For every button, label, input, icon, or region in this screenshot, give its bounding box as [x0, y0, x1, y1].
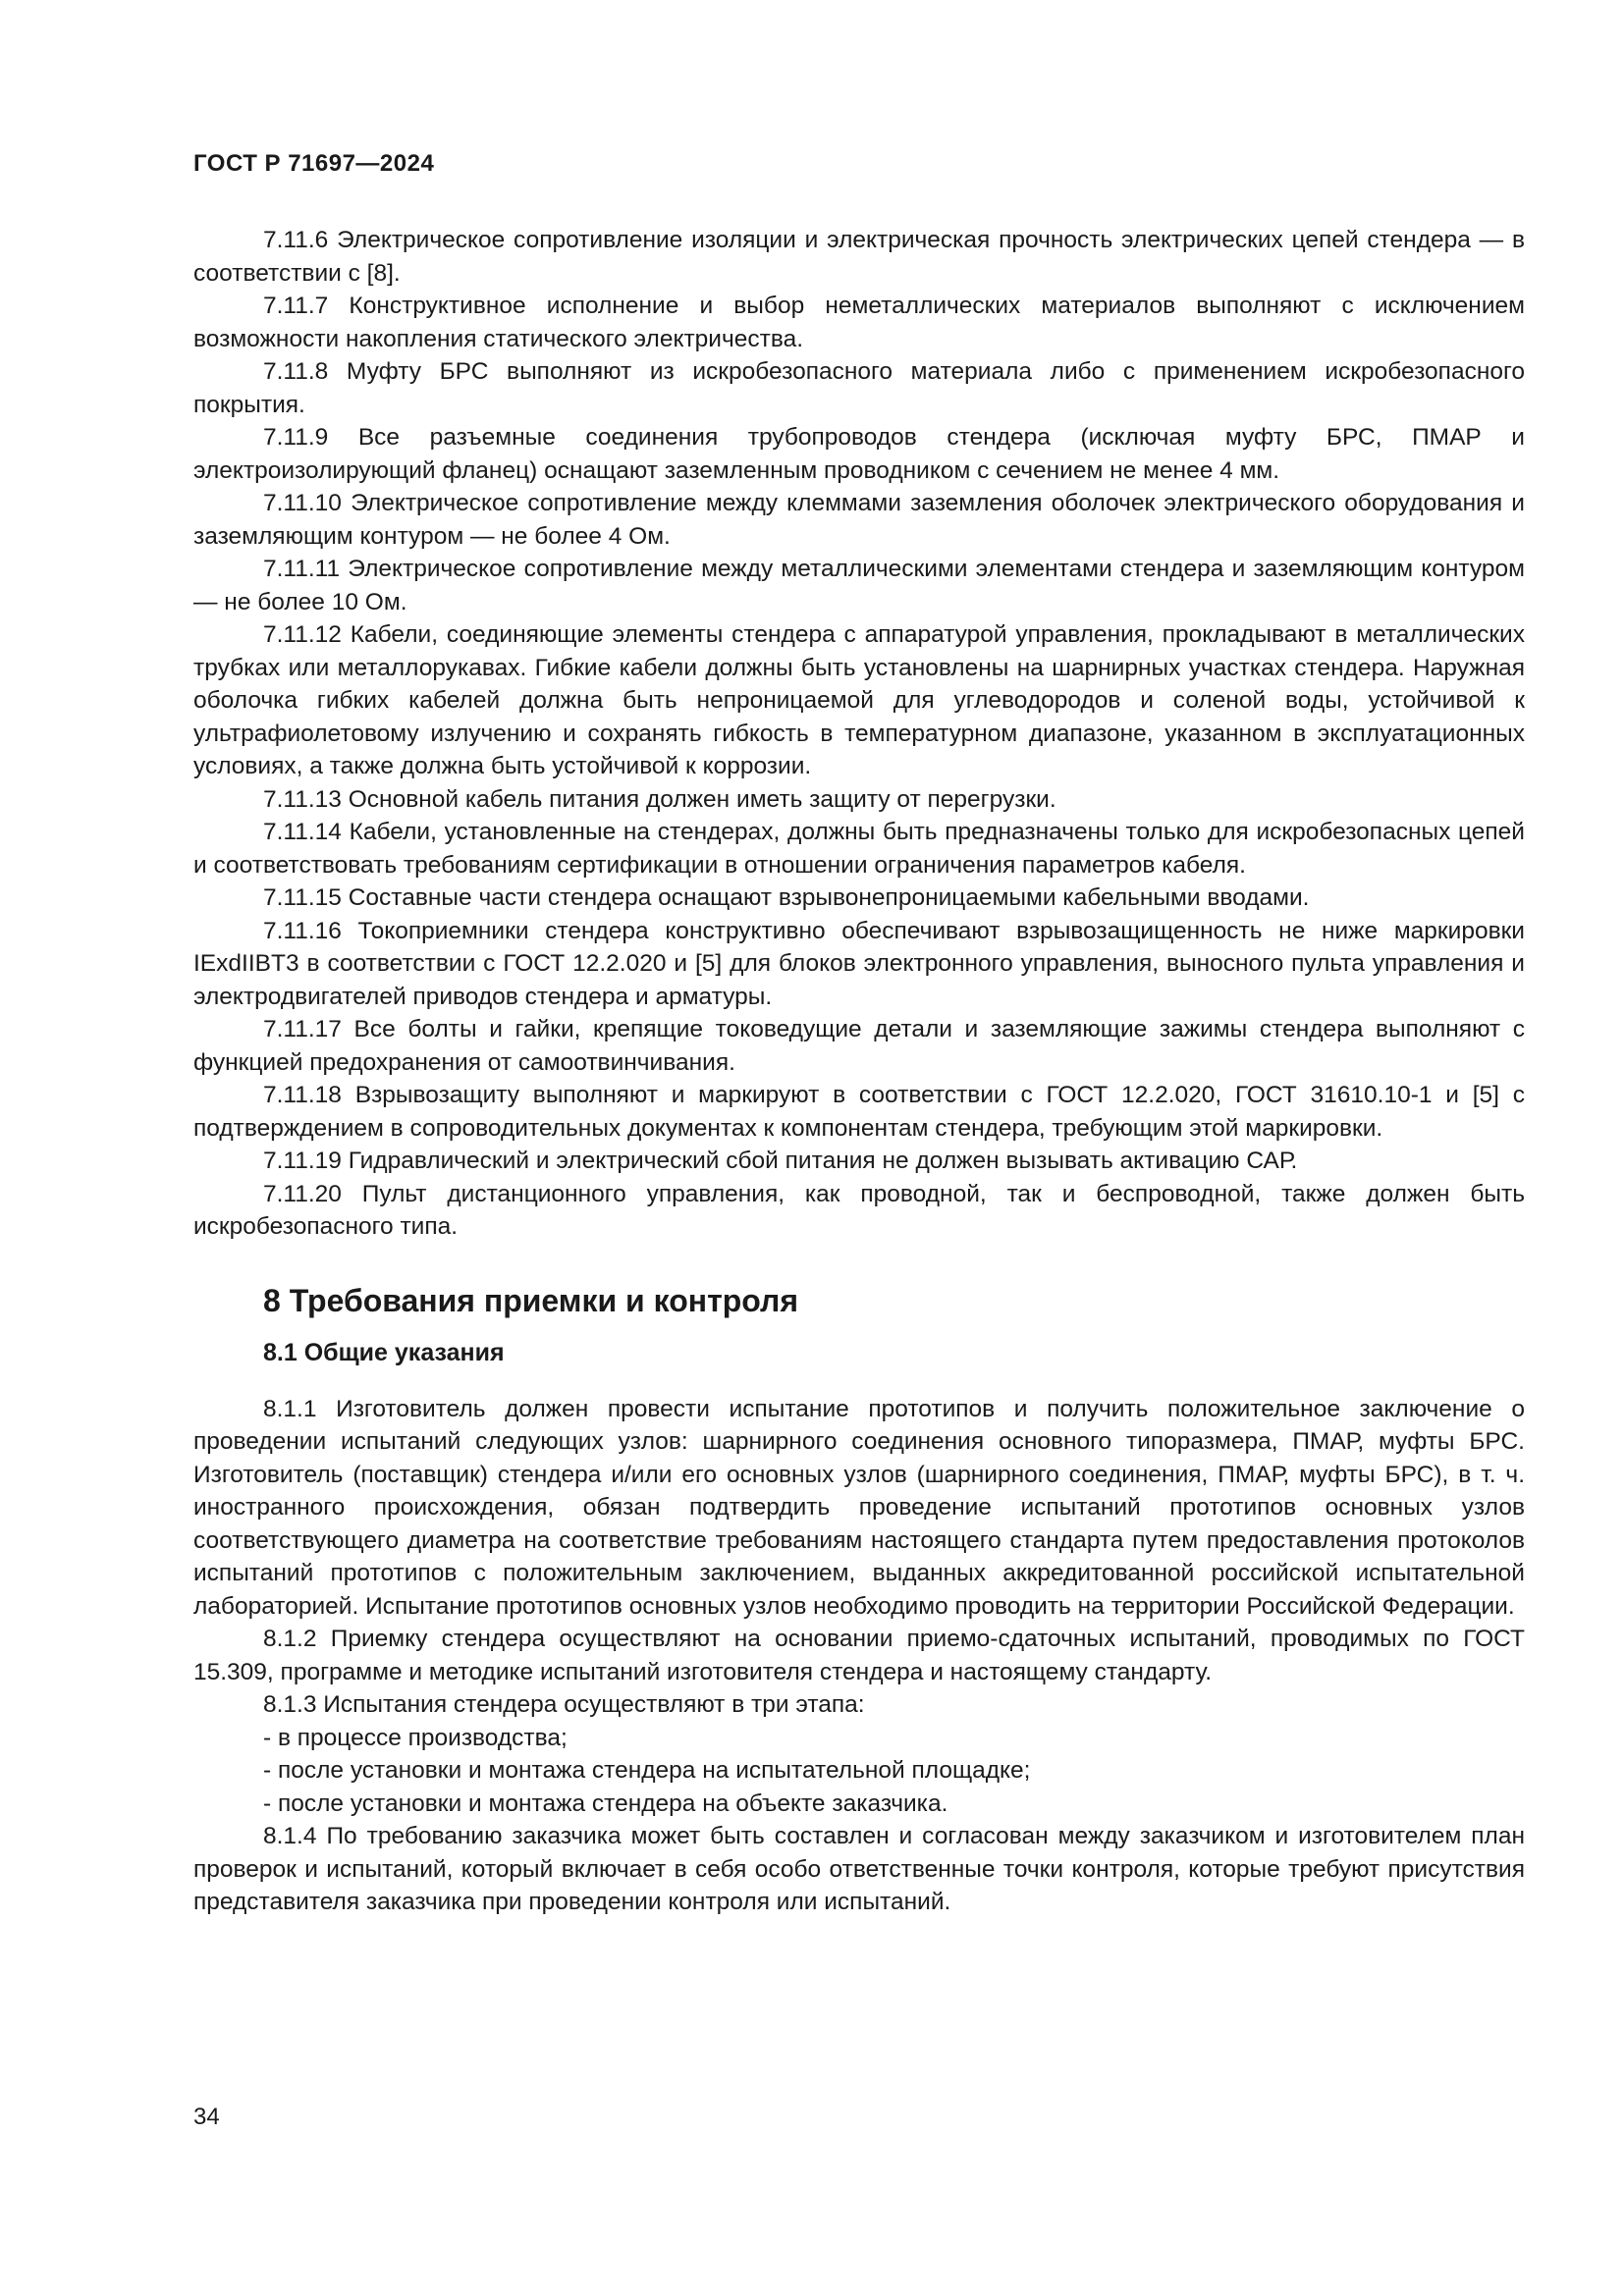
paragraph-7-11-18: 7.11.18 Взрывозащиту выполняют и маркируют в соответствии с ГОСТ 12.2.020, ГОСТ 31610.10-1 и [5] с подтверждением в сопроводительных документах к компонентам стендера, требующим этой маркировки. [193, 1082, 1525, 1142]
paragraph-7-11-8: 7.11.8 Муфту БРС выполняют из искробезопасного материала либо с применением искробезопасного покрытия. [193, 358, 1525, 418]
paragraph-8-1-3: 8.1.3 Испытания стендера осуществляют в три этапа: [263, 1691, 865, 1718]
paragraph-7-11-13: 7.11.13 Основной кабель питания должен иметь защиту от перегрузки. [263, 785, 1056, 813]
paragraph-7-11-10: 7.11.10 Электрическое сопротивление между клеммами заземления оболочек электрического оборудования и заземляющим контуром — не более 4 Ом. [193, 490, 1525, 550]
stage-list-item: - в процессе производства; [263, 1724, 568, 1751]
stage-list-item: - после установки и монтажа стендера на объекте заказчика. [263, 1789, 948, 1817]
paragraph-8-1-2: 8.1.2 Приемку стендера осуществляют на основании приемо-сдаточных испытаний, проводимых по ГОСТ 15.309, программе и методике испытаний изготовителя стендера и настоящему стандарту. [193, 1626, 1525, 1685]
paragraph-7-11-11: 7.11.11 Электрическое сопротивление между металлическими элементами стендера и заземляющим контуром — не более 10 Ом. [193, 556, 1525, 615]
paragraph-7-11-6: 7.11.6 Электрическое сопротивление изоляции и электрическая прочность электрических цепей стендера — в соответствии с [8]. [193, 227, 1525, 287]
paragraph-7-11-16: 7.11.16 Токоприемники стендера конструктивно обеспечивают взрывозащищенность не ниже маркировки IExdIIBT3 в соответствии с ГОСТ 12.2.020 и [5] для блоков электронного управления, выносного пульта управления и электродвигателей приводов стендера и арматуры. [193, 917, 1525, 1010]
paragraph-7-11-9: 7.11.9 Все разъемные соединения трубопроводов стендера (исключая муфту БРС, ПМАР и электроизолирующий фланец) оснащают заземленным проводником с сечением не менее 4 мм. [193, 424, 1525, 484]
paragraph-7-11-19: 7.11.19 Гидравлический и электрический сбой питания не должен вызывать активацию САР. [263, 1148, 1298, 1174]
paragraph-8-1-4: 8.1.4 По требованию заказчика может быть составлен и согласован между заказчиком и изготовителем план проверок и испытаний, который включает в себя особо ответственные точки контроля, которые требуют присутствия представителя заказчика при проведении контроля или испытаний. [193, 1823, 1525, 1915]
paragraph-8-1-1: 8.1.1 Изготовитель должен провести испытание прототипов и получить положительное заключение о проведении испытаний следующих узлов: шарнирного соединения основного типоразмера, ПМАР, муфты БРС. Изготовитель (поставщик) стендера и/или его основных узлов (шарнирного соединения, ПМАР, муфты БРС), в т. ч. иностранного происхождения, обязан подтвердить проведение испытаний прототипов основных узлов соответствующего диаметра на соответствие требованиям настоящего стандарта путем предоставления протоколов испытаний прототипов с положительным заключением, выданных аккредитованной российской испытательной лабораторией. Испытание прототипов основных узлов необходимо проводить на территории Российской Федерации. [193, 1395, 1525, 1620]
paragraph-7-11-20: 7.11.20 Пульт дистанционного управления, как проводной, так и беспроводной, также должен быть искробезопасного типа. [193, 1180, 1525, 1240]
paragraph-7-11-14: 7.11.14 Кабели, установленные на стендерах, должны быть предназначены только для искробезопасных цепей и соответствовать требованиям сертификации в отношении ограничения параметров кабеля. [193, 819, 1525, 879]
page-body [193, 224, 1525, 1919]
stage-list-item: - после установки и монтажа стендера на испытательной площадке; [263, 1757, 1031, 1784]
section-8-heading: 8 Требования приемки и контроля [263, 1282, 799, 1318]
paragraph-7-11-17: 7.11.17 Все болты и гайки, крепящие токоведущие детали и заземляющие зажимы стендера выполняют с функцией предохранения от самоотвинчивания. [193, 1016, 1525, 1076]
subsection-8-1-heading: 8.1 Общие указания [263, 1338, 505, 1366]
paragraph-7-11-7: 7.11.7 Конструктивное исполнение и выбор неметаллических материалов выполняют с исключением возможности накопления статического электричества. [193, 293, 1525, 352]
paragraph-7-11-15: 7.11.15 Составные части стендера оснащают взрывонепроницаемыми кабельными вводами. [263, 884, 1310, 911]
page-number: 34 [193, 2104, 220, 2130]
document-code-header: ГОСТ Р 71697—2024 [193, 150, 435, 177]
paragraph-7-11-12: 7.11.12 Кабели, соединяющие элементы стендера с аппаратурой управления, прокладывают в металлических трубках или металлорукавах. Гибкие кабели должны быть установлены на шарнирных участках стендера. Наружная оболочка гибких кабелей должна быть непроницаемой для углеводородов и соленой воды, устойчивой к ультрафиолетовому излучению и сохранять гибкость в температурном диапазоне, указанном в эксплуатационных условиях, а также должна быть устойчивой к коррозии. [193, 621, 1525, 779]
